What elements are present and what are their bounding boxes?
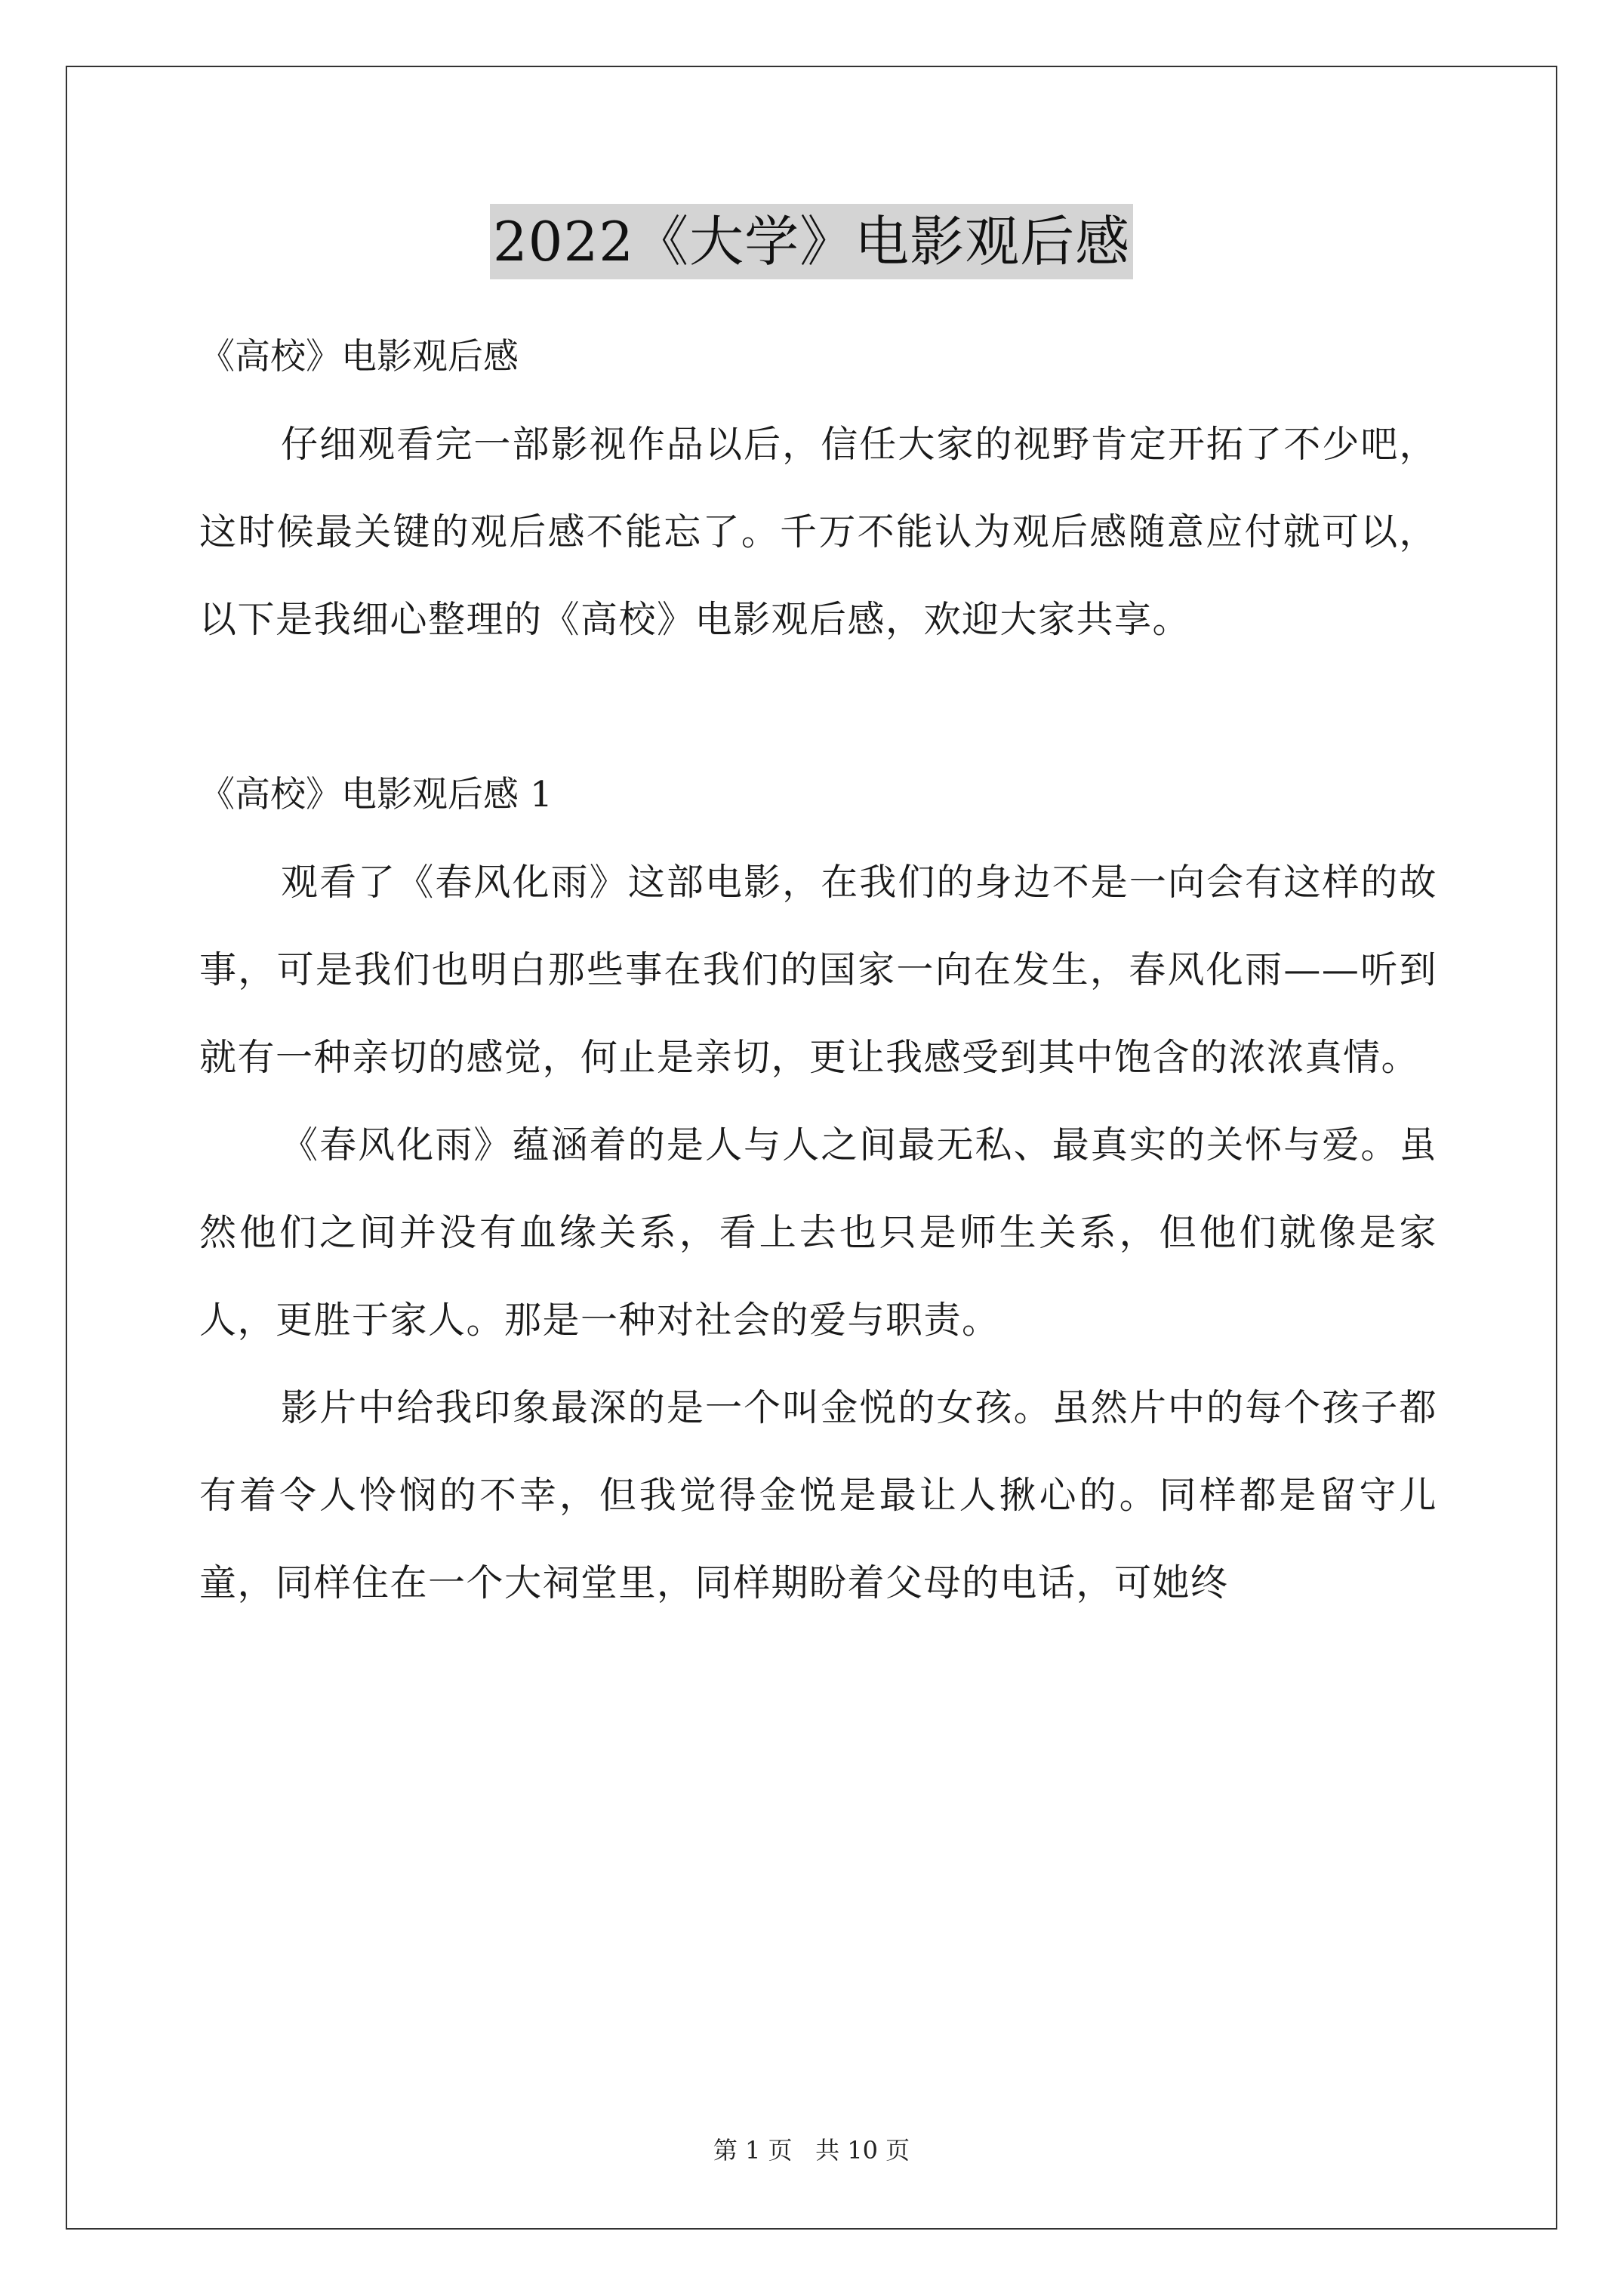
section-heading: 《高校》电影观后感 1 bbox=[199, 774, 553, 815]
page-footer: 第 1 页 共 10 页 bbox=[713, 2136, 910, 2165]
section-heading: 《高校》电影观后感 bbox=[199, 336, 519, 378]
paragraph: 仔细观看完一部影视作品以后，信任大家的视野肯定开拓了不少吧，这时候最关键的观后感不能忘了。千万不能认为观后感随意应付就可以，以下是我细心整理的《高校》电影观后感，欢迎大家共享。 bbox=[199, 423, 1437, 641]
paragraph: 影片中给我印象最深的是一个叫金悦的女孩。虽然片中的每个孩子都有着令人怜悯的不幸，但我觉得金悦是最让人揪心的。同样都是留守儿童，同样住在一个大祠堂里，同样期盼着父母的电话，可她终 bbox=[199, 1386, 1437, 1604]
document-body bbox=[199, 313, 1437, 1627]
title-area bbox=[0, 204, 1623, 279]
document-title: 2022《大学》电影观后感 bbox=[490, 204, 1133, 279]
paragraph: 观看了《春风化雨》这部电影，在我们的身边不是一向会有这样的故事，可是我们也明白那些事在我们的国家一向在发生，春风化雨——听到就有一种亲切的感觉，何止是亲切，更让我感受到其中饱含的浓浓真情。 bbox=[199, 861, 1437, 1079]
paragraph: 《春风化雨》蕴涵着的是人与人之间最无私、最真实的关怀与爱。虽然他们之间并没有血缘关系，看上去也只是师生关系，但他们就像是家人，更胜于家人。那是一种对社会的爱与职责。 bbox=[199, 1123, 1437, 1342]
section-spacer bbox=[199, 664, 1437, 751]
